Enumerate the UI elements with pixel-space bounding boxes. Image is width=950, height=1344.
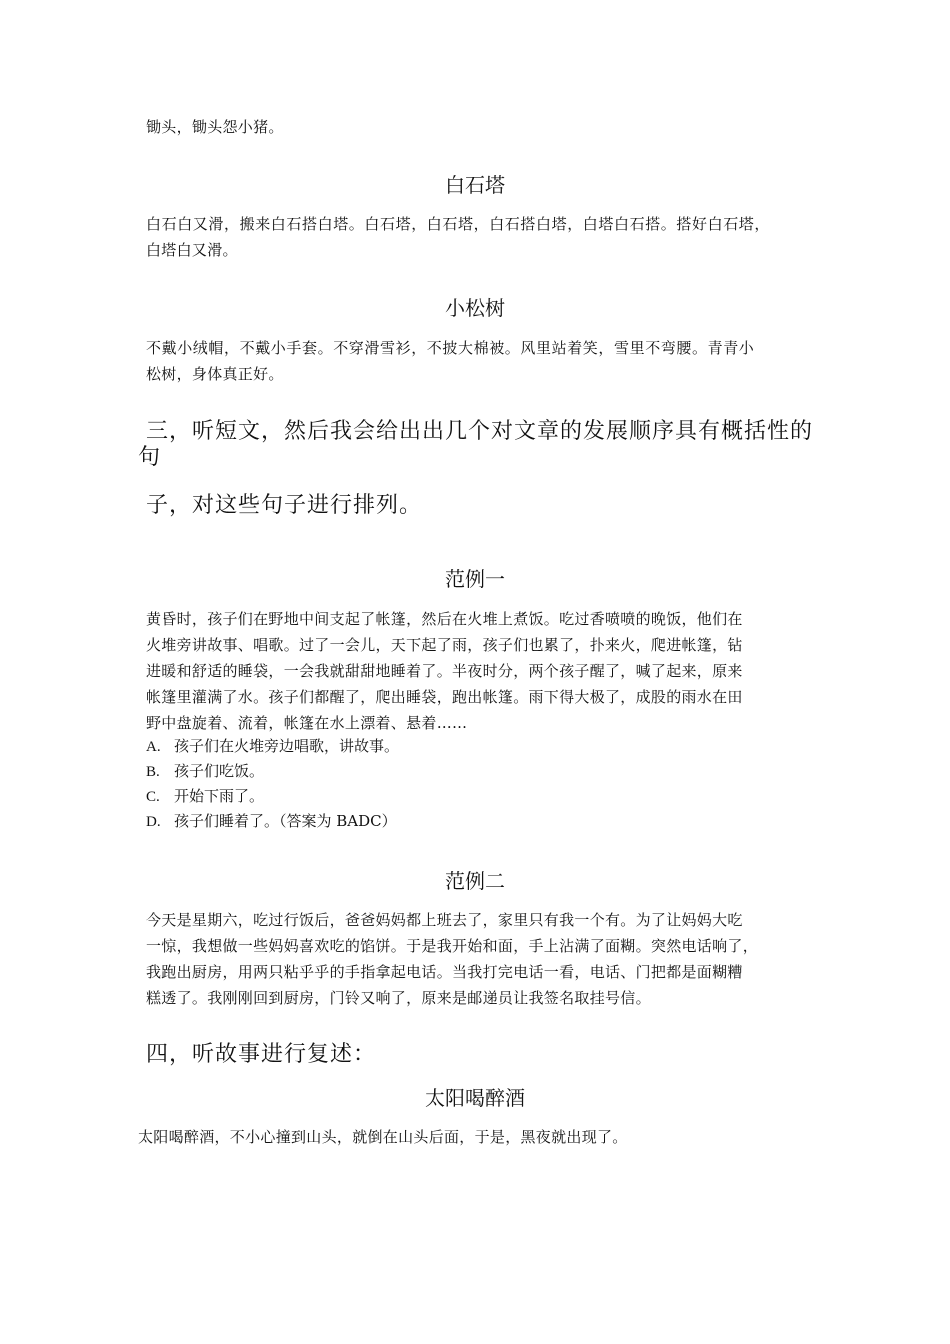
option-text: 开始下雨了。 [174,787,265,805]
paragraph-line: 糕透了。我刚刚回到厨房，门铃又响了，原来是邮递员让我签名取挂号信。 [146,989,651,1007]
section-heading: 子，对这些句子进行排列。 [146,493,423,518]
option-item [146,784,264,809]
section-heading: 四，听故事进行复述： [146,1042,377,1067]
example-title: 范例二 [445,869,505,893]
option-item [146,734,399,759]
story-title: 太阳喝醉酒 [425,1086,525,1110]
paragraph-line: 野中盘旋着、流着，帐篷在水上漂着、悬着…… [146,714,468,732]
poem-line: 白塔白又滑。 [146,241,238,259]
intro-tail-line: 锄头，锄头怨小猪。 [146,118,284,136]
paragraph-line: 帐篷里灌满了水。孩子们都醒了，爬出睡袋，跑出帐篷。雨下得大极了，成股的雨水在田 [146,688,743,706]
section-heading: 三，听短文，然后我会给出出几个对文章的发展顺序具有概括性的 [146,419,814,444]
section-heading-wrap: 句 [138,445,162,470]
option-letter: D. [146,814,161,830]
option-letter: A. [146,739,161,755]
option-item [146,759,264,784]
poem-line: 不戴小绒帽，不戴小手套。不穿滑雪衫，不披大棉被。风里站着笑，雪里不弯腰。青青小 [146,339,755,357]
option-text: 孩子们吃饭。 [174,762,265,780]
option-item [146,809,397,834]
paragraph-line: 火堆旁讲故事、唱歌。过了一会儿，天下起了雨，孩子们也累了，扑来火，爬进帐篷，钻 [146,636,743,654]
poem-line: 白石白又滑，搬来白石搭白塔。白石塔，白石塔，白石搭白塔，白塔白石搭。搭好白石塔， [146,215,771,233]
option-text: 孩子们睡着了。（答案为 BADC） [174,812,397,830]
poem-line: 松树，身体真正好。 [146,365,284,383]
paragraph-line: 我跑出厨房，用两只粘乎乎的手指拿起电话。当我打完电话一看，电话、门把都是面糊糟 [146,963,743,981]
paragraph-line: 今天是星期六，吃过行饭后，爸爸妈妈都上班去了，家里只有我一个有。为了让妈妈大吃 [146,911,743,929]
example-title: 范例一 [445,567,505,591]
option-letter: B. [146,764,160,780]
option-letter: C. [146,789,160,805]
paragraph-line: 进暖和舒适的睡袋，一会我就甜甜地睡着了。半夜时分，两个孩子醒了，喊了起来，原来 [146,662,743,680]
story-text: 太阳喝醉酒，不小心撞到山头，就倒在山头后面，于是，黑夜就出现了。 [138,1128,628,1146]
poem-title-xiaosongshu: 小松树 [445,296,505,320]
paragraph-line: 一惊，我想做一些妈妈喜欢吃的馅饼。于是我开始和面，手上沾满了面糊。突然电话响了， [146,937,759,955]
poem-title-baishita: 白石塔 [445,173,505,197]
paragraph-line: 黄昏时，孩子们在野地中间支起了帐篷，然后在火堆上煮饭。吃过香喷喷的晚饭，他们在 [146,610,743,628]
option-text: 孩子们在火堆旁边唱歌，讲故事。 [174,737,400,755]
